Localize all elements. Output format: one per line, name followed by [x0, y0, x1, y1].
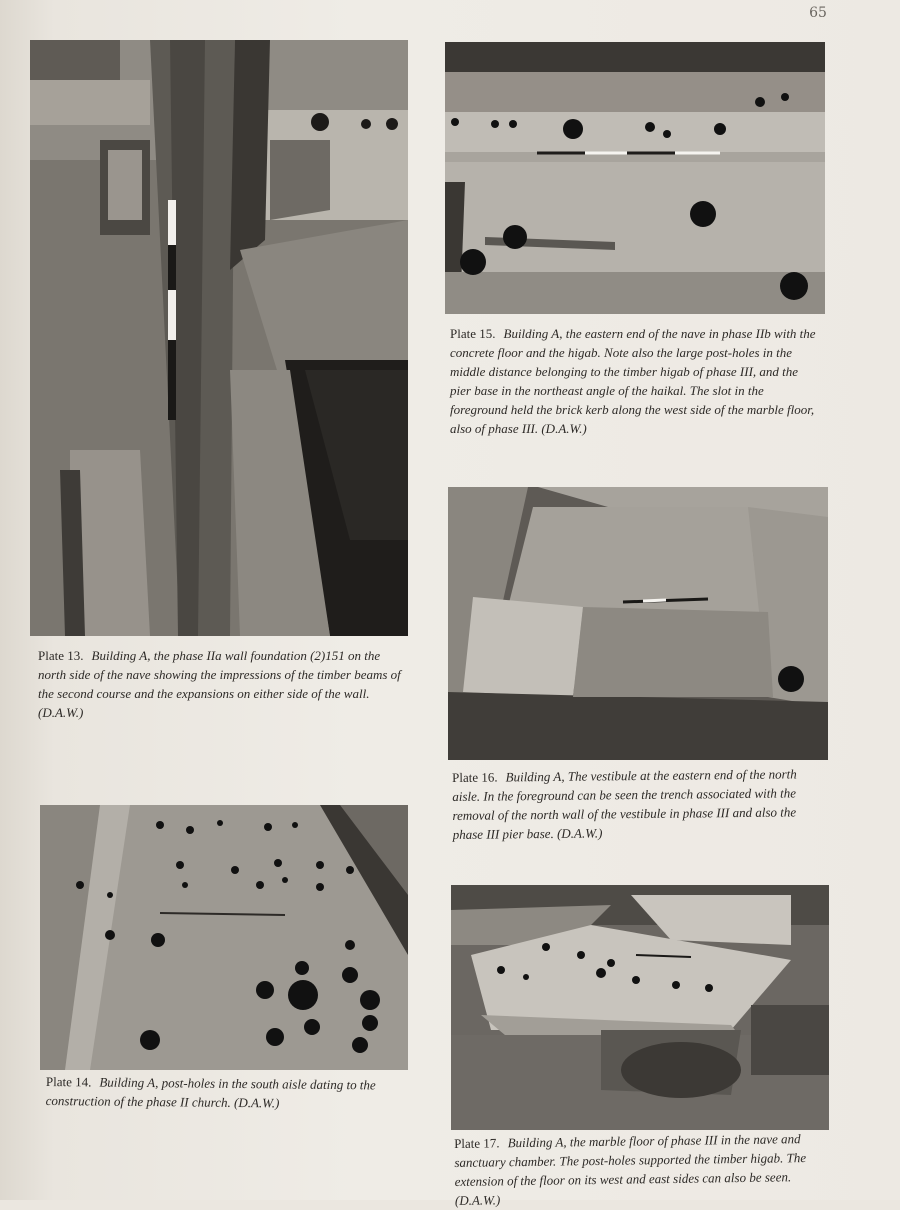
page-number: 65 [809, 5, 827, 21]
plate-17-text: Building A, the marble floor of phase III in the nave and sanctuary chamber. The post-holes supported the timber higab. The extension of the floor on its west and east sides can also be seen. (D.A.W.) [454, 1131, 807, 1208]
plate-15-text: Building A, the eastern end of the nave in phase IIb with the concrete floor and the higab. Note also the large post-holes in the middle distance belonging to the timber higab of phase III, and the pier base in the northeast angle of the haikal. The slot in the foreground held the brick kerb along the west side of the marble floor, also of phase III. (D.A.W.) [450, 326, 816, 436]
plate-17-caption [454, 1129, 815, 1210]
plate-16-number: Plate 16. [452, 769, 498, 785]
plate-13-number: Plate 13. [38, 648, 84, 663]
plate-14-caption [46, 1072, 396, 1114]
plate-13-photo [30, 40, 408, 636]
plate-16-caption [452, 764, 821, 844]
plate-16-text: Building A, The vestibule at the eastern end of the north aisle. In the foreground can be seen the trench associated with the removal of the north wall of the vestibule in phase III and also the phase III pier base. (D.A.W.) [452, 766, 797, 842]
plate-14-text: Building A, post-holes in the south aisle dating to the construction of the phase II church. (D.A.W.) [45, 1074, 376, 1111]
plate-17-photo [451, 885, 829, 1130]
plate-14-photo [40, 805, 408, 1070]
plate-17-number: Plate 17. [454, 1135, 500, 1151]
plate-15-caption [450, 324, 820, 438]
plate-15-number: Plate 15. [450, 326, 496, 341]
plate-13-caption [38, 646, 404, 722]
plate-15-photo [445, 42, 825, 314]
plate-13-text: Building A, the phase IIa wall foundation (2)151 on the north side of the nave showing the impressions of the timber beams of the second course and the expansions on either side of the wall. (D.A.W.) [38, 648, 401, 720]
plate-14-number: Plate 14. [45, 1073, 92, 1090]
plate-16-photo [448, 487, 828, 760]
